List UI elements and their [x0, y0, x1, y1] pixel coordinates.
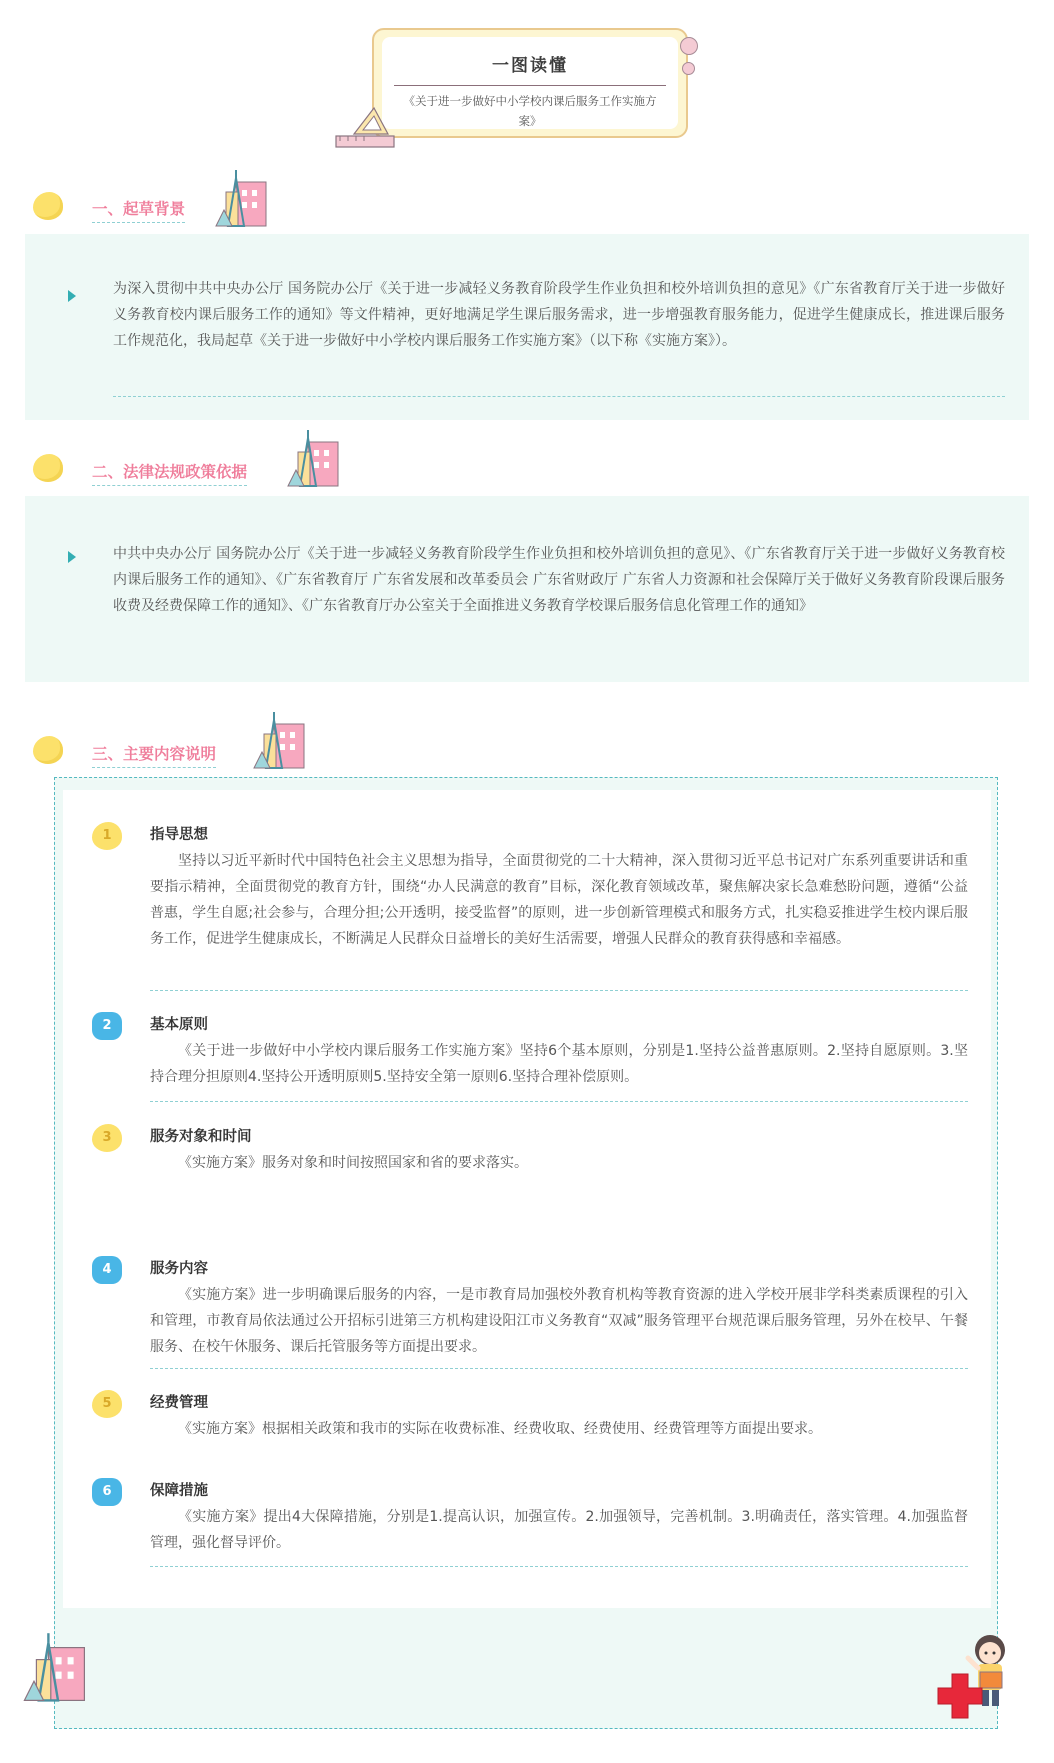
section-2-bullet-icon — [33, 454, 63, 482]
section-1-text: 为深入贯彻中共中央办公厅 国务院办公厅《关于进一步减轻义务教育阶段学生作业负担和校外培训负担的意见》《广东省教育厅关于进一步做好义务教育校内课后服务工作的通知》等文件精神，更好地满足学生课后服务需求，进一步增强教育服务能力，促进学生健康成长，推进课后服务工作规范化，我局起草《关于进一步做好中小学校内课后服务工作实施方案》（以下称《实施方案》）。 — [113, 281, 1005, 349]
item-1-text: 坚持以习近平新时代中国特色社会主义思想为指导，全面贯彻党的二十大精神，深入贯彻习近平总书记对广东系列重要讲话和重要指示精神，全面贯彻党的教育方针，围绕“办人民满意的教育”目标，深化教育领域改革，聚焦解决家长急难愁盼问题，遵循“公益普惠，学生自愿;社会参与，合理分担;公开透明，接受监督”的原则，进一步创新管理模式和服务方式，扎实稳妥推进学生校内课后服务工作，促进学生健康成长，不断满足人民群众日益增长的美好生活需要，增强人民群众的教育获得感和幸福感。 — [150, 853, 968, 947]
item-4-divider — [150, 1368, 968, 1369]
section-3-bullet-icon — [33, 736, 63, 764]
item-2-badge: 2 — [92, 1012, 122, 1040]
bullet-arrow-icon — [68, 551, 76, 563]
item-1-title: 指导思想 — [150, 827, 208, 843]
school-buildings-icon — [214, 170, 274, 228]
item-3-title: 服务对象和时间 — [150, 1129, 252, 1145]
section-1-bullet-icon — [33, 192, 63, 220]
section-1-divider — [113, 396, 1005, 397]
item-6-divider — [150, 1566, 968, 1567]
decor-bead-icon — [680, 37, 698, 55]
item-2-title: 基本原则 — [150, 1017, 208, 1033]
section-3-title: 三、主要内容说明 — [92, 742, 216, 768]
page-subtitle: 《关于进一步做好中小学校内课后服务工作实施方案》 — [403, 94, 657, 128]
item-6-badge: 6 — [92, 1478, 122, 1506]
item-4-badge: 4 — [92, 1256, 122, 1284]
item-1-badge: 1 — [92, 822, 122, 850]
decor-bead-icon — [682, 62, 695, 75]
item-6-title: 保障措施 — [150, 1483, 208, 1499]
item-2-text: 《关于进一步做好中小学校内课后服务工作实施方案》坚持6个基本原则，分别是1.坚持公益普惠原则。2.坚持自愿原则。3.坚持合理分担原则4.坚持公开透明原则5.坚持安全第一原则6.坚持合理补偿原则。 — [150, 1043, 968, 1085]
item-1-divider — [150, 990, 968, 991]
item-4-title: 服务内容 — [150, 1261, 208, 1277]
red-plus-icon — [934, 1670, 986, 1722]
school-buildings-icon — [22, 1632, 94, 1704]
section-2-title: 二、法律法规政策依据 — [92, 460, 247, 486]
item-2-divider — [150, 1101, 968, 1102]
item-5-title: 经费管理 — [150, 1395, 208, 1411]
item-5-text: 《实施方案》根据相关政策和我市的实际在收费标准、经费收取、经费使用、经费管理等方面提出要求。 — [178, 1421, 822, 1437]
page-title: 一图读懂 — [492, 56, 568, 76]
bullet-arrow-icon — [68, 290, 76, 302]
item-3-text: 《实施方案》服务对象和时间按照国家和省的要求落实。 — [178, 1155, 528, 1171]
header-inner — [382, 37, 678, 129]
item-4-text: 《实施方案》进一步明确课后服务的内容，一是市教育局加强校外教育机构等教育资源的进入学校开展非学科类素质课程的引入和管理，市教育局依法通过公开招标引进第三方机构建设阳江市义务教育“双减”服务管理平台规范课后服务管理，另外在校早、午餐服务、在校午休服务、课后托管服务等方面提出要求。 — [150, 1287, 968, 1355]
header-card — [372, 28, 688, 138]
section-1-title: 一、起草背景 — [92, 197, 185, 223]
header-divider — [394, 85, 666, 86]
school-buildings-icon — [252, 712, 312, 770]
item-6-text: 《实施方案》提出4大保障措施，分别是1.提高认识，加强宣传。2.加强领导，完善机制。3.明确责任，落实管理。4.加强监督管理，强化督导评价。 — [150, 1509, 968, 1551]
item-3-badge: 3 — [92, 1124, 122, 1152]
item-5-badge: 5 — [92, 1390, 122, 1418]
triangle-ruler-icon — [334, 104, 400, 150]
section-2-text: 中共中央办公厅 国务院办公厅《关于进一步减轻义务教育阶段学生作业负担和校外培训负担的意见》、《广东省教育厅关于进一步做好义务教育校内课后服务工作的通知》、《广东省教育厅 广东省发展和改革委员会 广东省财政厅 广东省人力资源和社会保障厅关于做好义务教育阶段课后服务收费及经费保障工作的通知》、《广东省教育厅办公室关于全面推进义务教育学校课后服务信息化管理工作的通知》 — [113, 546, 1005, 614]
school-buildings-icon — [286, 430, 346, 488]
